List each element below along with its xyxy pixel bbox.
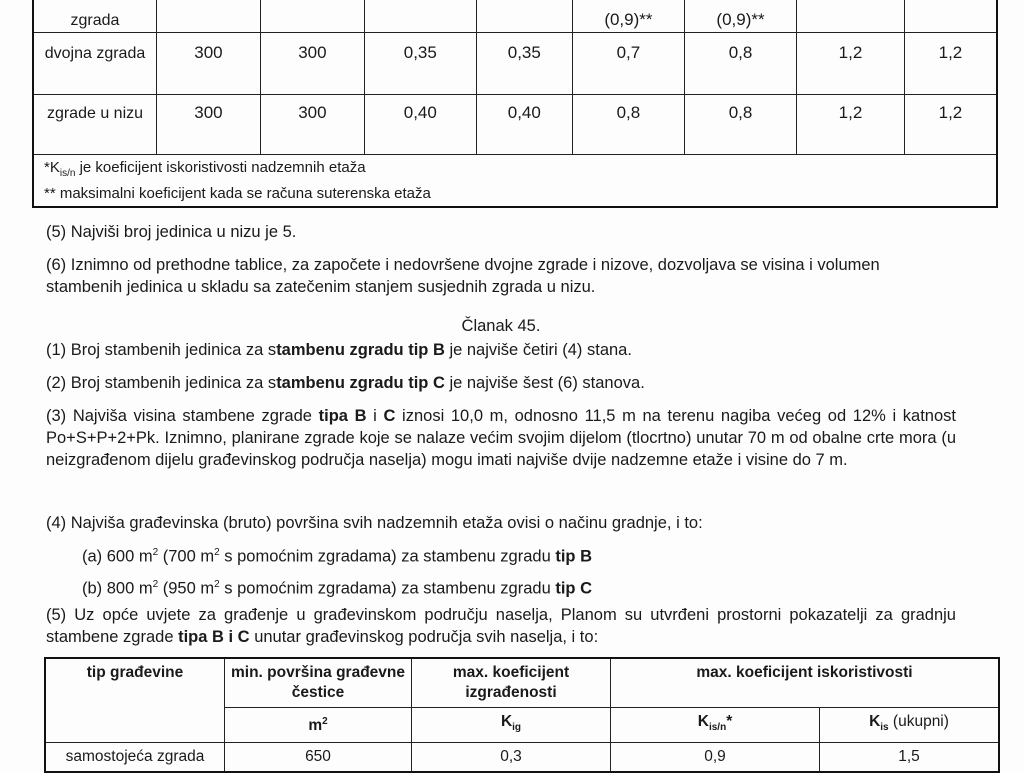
text: (1) Broj stambenih jedinica za s [46, 341, 277, 359]
article-item-4a [82, 542, 592, 568]
table-notes [33, 155, 997, 208]
table-cell [260, 0, 364, 33]
note1-prefix: *K [44, 159, 60, 176]
text: (b) 800 m [82, 579, 153, 598]
table-cell: 0,3 [412, 743, 611, 773]
table-cell [797, 0, 905, 33]
article-item-3 [46, 405, 956, 471]
text-bold: C [383, 407, 396, 425]
table-cell [156, 0, 260, 33]
unit-text: (ukupni) [888, 713, 949, 730]
unit-text: m [308, 717, 323, 735]
text: je najviše četiri (4) stana. [444, 341, 632, 359]
table-cell: (0,9)** [684, 0, 796, 33]
unit-sub: is/n [708, 722, 727, 734]
table-row [33, 33, 997, 95]
article-item-4: (4) Najviša građevinska (bruto) površina svih nadzemnih etaža ovisi o načinu gradnje, i to: [46, 514, 703, 532]
article-item-1 [46, 339, 956, 361]
text: unutar građevinskog područja svih naselja, i to: [249, 628, 599, 646]
table-cell: 1,5 [820, 743, 1000, 773]
unit-star: * [726, 713, 733, 730]
table-cell: 0,35 [364, 33, 476, 95]
column-header: max. koeficijent iskoristivosti [611, 658, 1000, 708]
text: s pomoćnim zgradama) za stambenu zgradu [219, 579, 556, 598]
article-item-5 [46, 604, 956, 648]
text: je najviše šest (6) stanova. [444, 374, 645, 392]
table-cell: 650 [225, 743, 412, 773]
article-item-2 [46, 372, 956, 394]
unit-cell [820, 708, 1000, 743]
note-basement: ** maksimalni koeficijent kada se računa suterenska etaža [44, 185, 431, 202]
note1-sub: is/n [59, 168, 76, 179]
text-bold: tambenu zgradu tip C [276, 374, 445, 392]
text: s pomoćnim zgradama) za stambenu zgradu [219, 547, 556, 566]
paragraph-5: (5) Najviši broj jedinica u nizu je 5. [46, 223, 297, 241]
column-header: max. koeficijent izgrađenosti [412, 658, 611, 708]
text: (950 m [158, 579, 215, 598]
table-cell: (0,9)** [572, 0, 684, 33]
building-type-cell: zgrade u nizu [33, 95, 156, 155]
article-heading: Članak 45. [461, 317, 541, 335]
superscript: 2 [214, 579, 220, 590]
table-cell: 300 [156, 33, 260, 95]
table-row [33, 0, 997, 33]
superscript: 2 [152, 547, 159, 558]
unit-cell [225, 708, 412, 743]
superscript: 2 [152, 579, 159, 590]
table-cell [364, 0, 476, 33]
unit-sub: is [880, 722, 889, 734]
text: iznosi 10,0 m, odnosno 11,5 m na terenu nagiba većeg od 12% i katnost Po+S+P+2+Pk. Iznimno, planirane zgrade koje se nalaze većim svojim dijelom (tlocrtno) unutar 70 m od obalne crte mora (u neizgrađenom dijelu građevinskog područja naselja) mogu imati najviše dvije nadzemne etaže i visine do 7 m. [46, 407, 956, 469]
table-cell: 1,2 [904, 33, 997, 95]
building-parameters-table-bottom [44, 657, 1000, 773]
unit-cell [412, 708, 611, 743]
table-cell [476, 0, 572, 33]
column-header: min. površina građevne čestice [225, 658, 412, 708]
paragraph-6: (6) Iznimno od prethodne tablice, za započete i nedovršene dvojne zgrade i nizove, dozvoljava se visina i volumen stambenih jedinica u skladu sa zatečenim stanjem susjednih zgrada u nizu. [46, 256, 880, 296]
table-cell: 0,7 [572, 33, 684, 95]
table-cell: 0,35 [476, 33, 572, 95]
table-cell: 300 [260, 33, 364, 95]
text-bold: tip B [555, 547, 592, 566]
note1-text: je koeficijent iskoristivosti nadzemnih etaža [75, 159, 366, 176]
table-cell: 0,8 [684, 95, 796, 155]
table-header-row [45, 658, 999, 708]
superscript: 2 [214, 547, 220, 558]
building-type-cell: dvojna zgrada [33, 33, 156, 95]
unit-text: K [500, 713, 513, 730]
table-cell [904, 0, 997, 33]
table-cell: 0,8 [572, 95, 684, 155]
building-type-cell: zgrada [33, 0, 156, 33]
column-header: tip građevine [45, 658, 225, 743]
text-bold: tipa B [318, 407, 367, 425]
text-bold: tambenu zgradu tip B [276, 341, 445, 359]
text: i [366, 407, 384, 425]
text: (2) Broj stambenih jedinica za s [46, 374, 277, 392]
table-cell: 0,40 [476, 95, 572, 155]
table-cell: 1,2 [904, 95, 997, 155]
table-cell: 0,40 [364, 95, 476, 155]
table-cell: 1,2 [797, 95, 905, 155]
article-item-4b [82, 574, 592, 600]
table-cell: 0,9 [611, 743, 820, 773]
table-cell: samostojeća zgrada [45, 743, 225, 773]
unit-cell [611, 708, 820, 743]
text: (5) Uz opće uvjete za građenje u građevinskom području naselja, Planom su utvrđeni prostorni pokazatelji za gradnju stambene zgrade [46, 606, 956, 646]
table-cell: 300 [156, 95, 260, 155]
unit-sup: 2 [322, 716, 328, 727]
table-row [33, 95, 997, 155]
building-parameters-table-top [32, 0, 998, 208]
table-cell: 1,2 [797, 33, 905, 95]
unit-sub: ig [512, 722, 522, 734]
text: (700 m [158, 547, 215, 566]
unit-text: K [697, 713, 709, 730]
table-notes-row [33, 155, 997, 208]
note-coefficient [44, 158, 990, 184]
text-bold: tip C [555, 579, 592, 598]
text: (a) 600 m [82, 547, 153, 566]
unit-text: K [869, 713, 881, 730]
table-cell: 300 [260, 95, 364, 155]
text: (3) Najviša visina stambene zgrade [46, 407, 319, 425]
text-bold: tipa B i C [178, 628, 250, 646]
table-cell: 0,8 [684, 33, 796, 95]
